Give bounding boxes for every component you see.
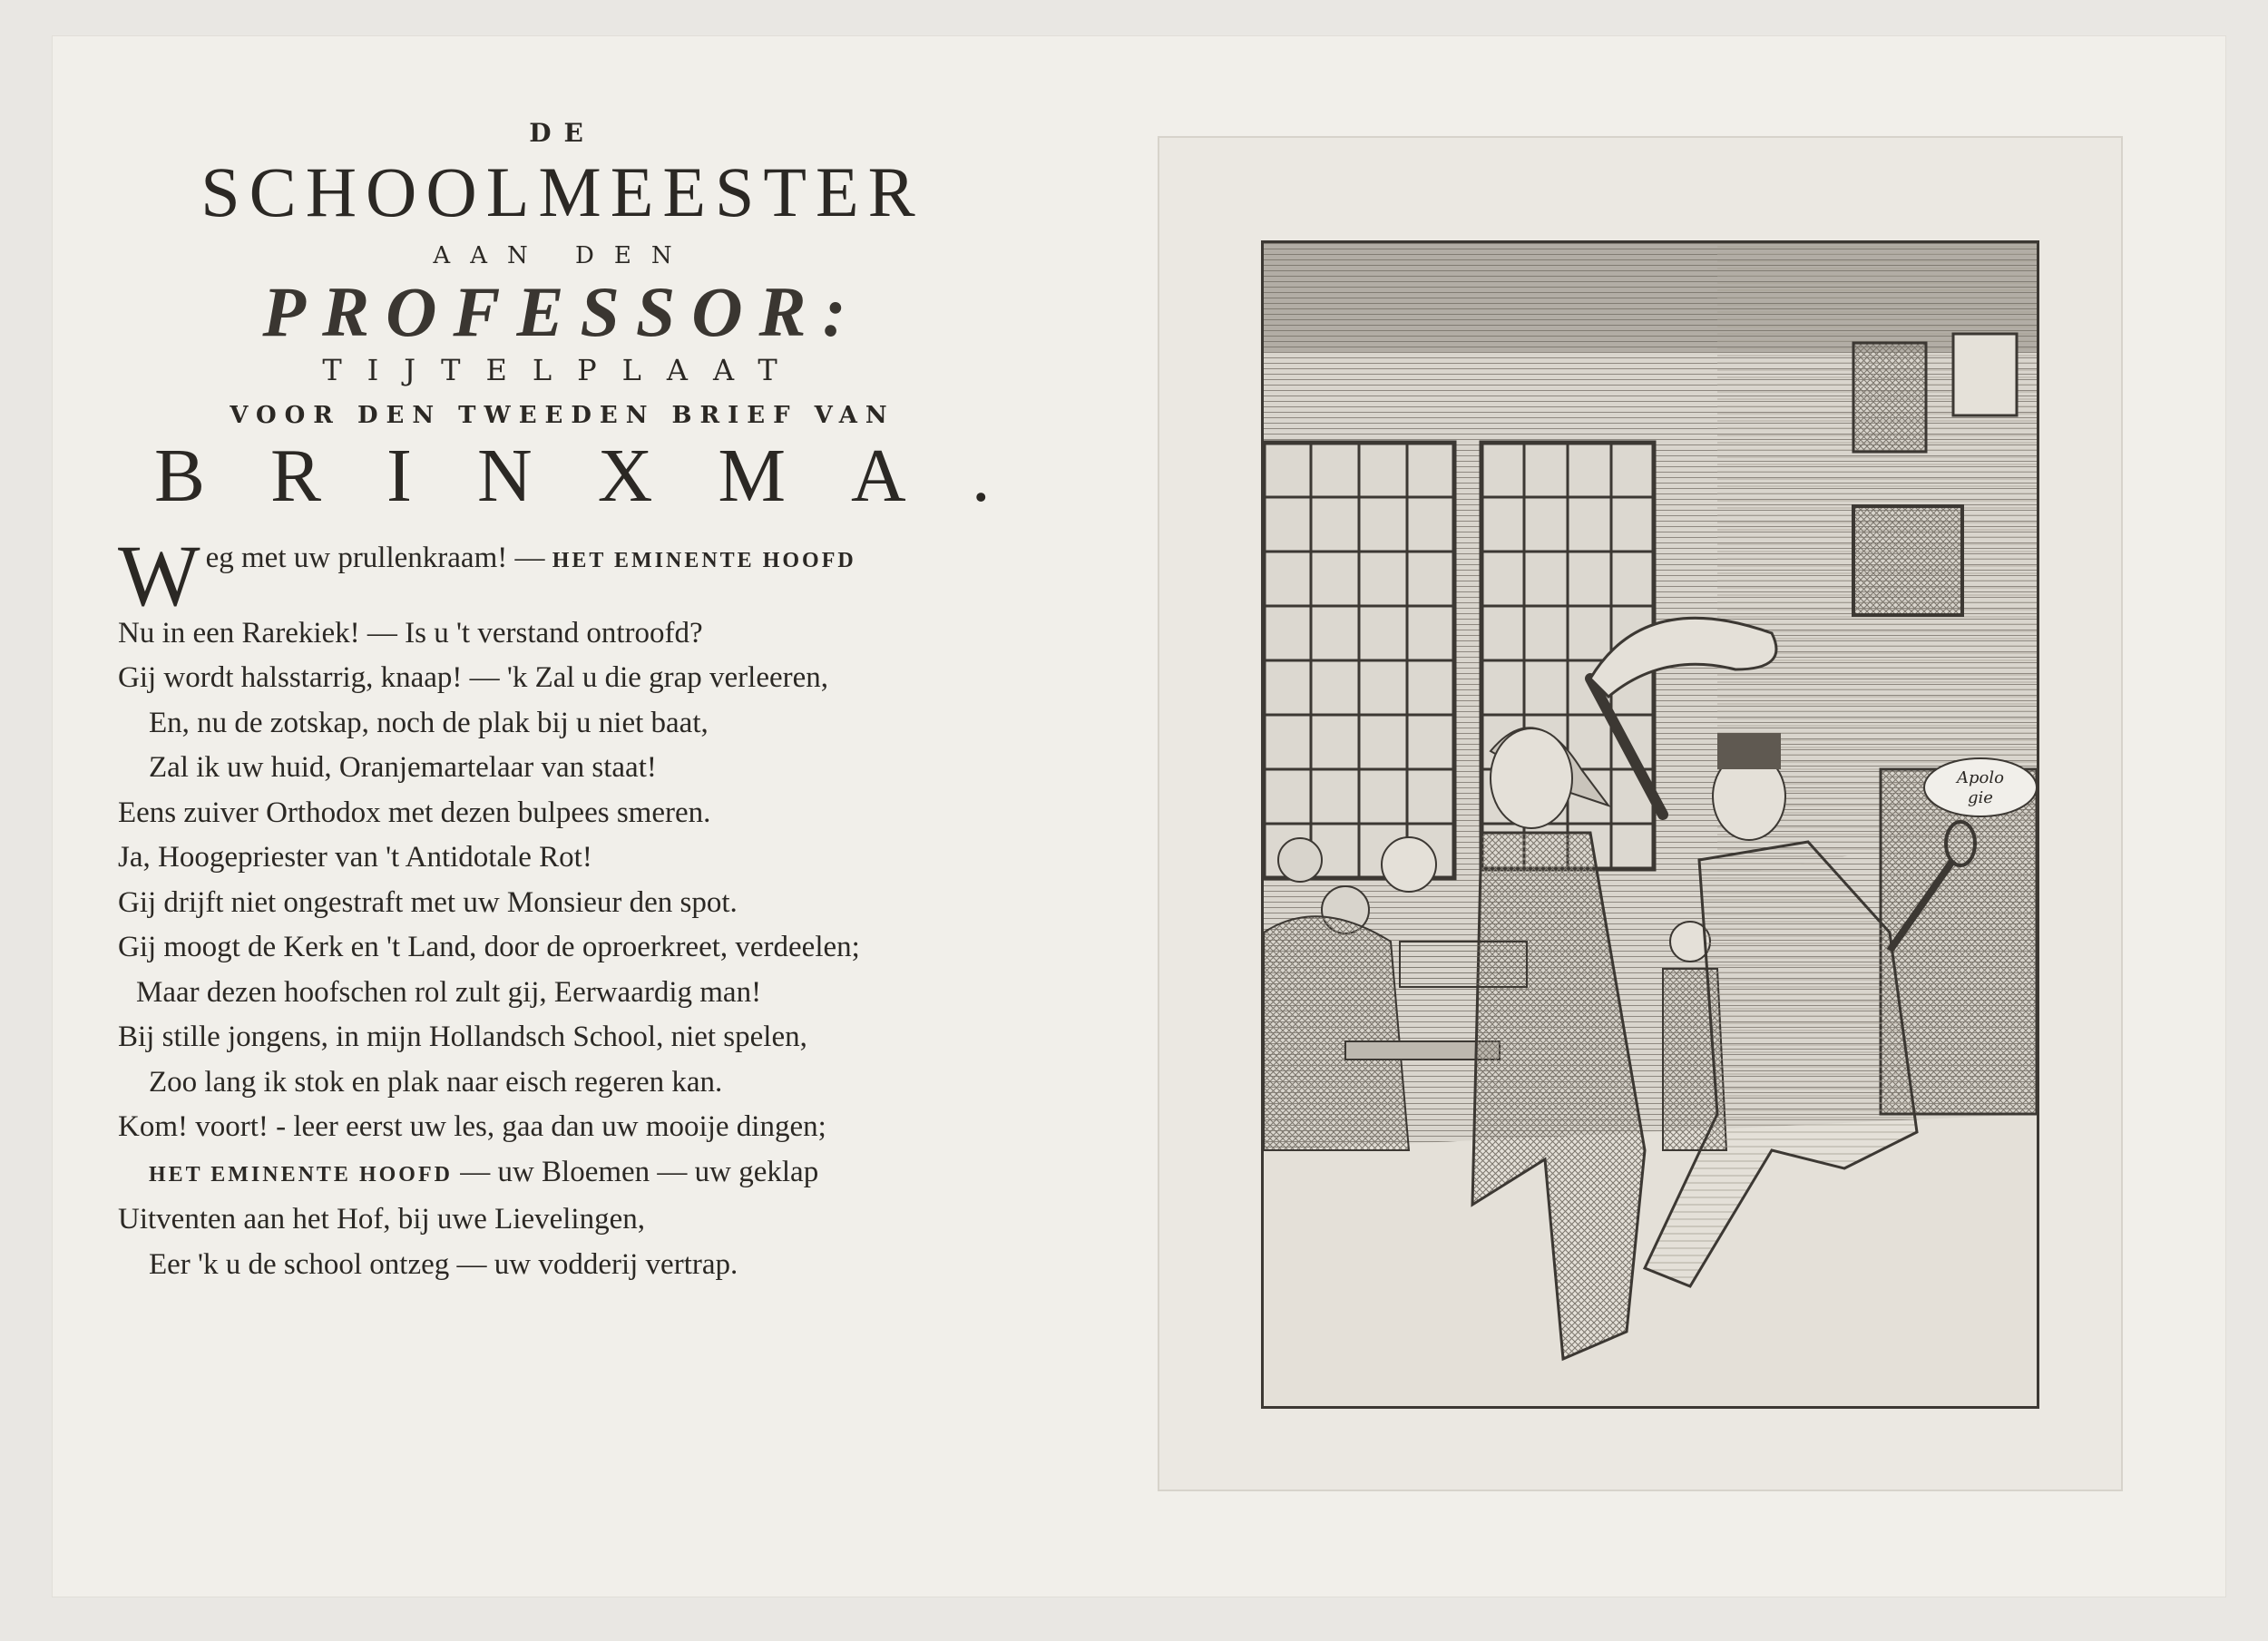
title-voor: VOOR DEN TWEEDEN BRIEF VAN	[230, 401, 895, 429]
title-de: DE	[529, 118, 596, 148]
engraving-illustration	[1261, 240, 2039, 1409]
rarekiek-box	[1400, 942, 1527, 987]
poem-line: Eer 'k u de school ontzeg — uw vodderij vertrap.	[149, 1247, 738, 1281]
wall-frame	[1853, 506, 1962, 615]
wall-frame-small	[1853, 343, 1926, 452]
title-schoolmeester: SCHOOLMEESTER	[200, 152, 924, 231]
poem-line-1	[118, 526, 1007, 624]
poem-line: Zal ik uw huid, Oranjemartelaar van staat!	[149, 751, 657, 785]
poem-line-15	[118, 1150, 1007, 1198]
poem-line: En, nu de zotskap, noch de plak bij u niet baat,	[149, 706, 709, 739]
poem-line: Zoo lang ik stok en plak naar eisch regeren kan.	[149, 1065, 723, 1099]
title-professor: PROFESSOR:	[262, 272, 863, 351]
poem-line: Gij drijft niet ongestraft met uw Monsieur den spot.	[118, 885, 738, 919]
title-aan-den: AAN DEN	[433, 242, 692, 269]
poem-line: Maar dezen hoofschen rol zult gij, Eerwaardig man!	[136, 975, 762, 1009]
poem-line: Uitventen aan het Hof, bij uwe Lievelingen,	[118, 1203, 645, 1236]
poem-line: Nu in een Rarekiek! — Is u 't verstand ontroofd?	[118, 616, 703, 650]
poem-line: Ja, Hoogepriester van 't Antidotale Rot!	[118, 841, 592, 874]
poem-line: Gij wordt halsstarrig, knaap! — 'k Zal u die grap verleeren,	[118, 661, 829, 695]
poem-line-15-text: — uw Bloemen — uw geklap	[460, 1155, 819, 1188]
engraving-scene	[1264, 243, 2037, 1406]
sign-text-2: gie	[1968, 788, 1993, 807]
poem-line: Gij moogt de Kerk en 't Land, door de oproerkreet, verdeelen;	[118, 931, 860, 964]
drop-cap: W	[118, 526, 200, 624]
poem-line: Eens zuiver Orthodox met dezen bulpees smeren.	[118, 796, 711, 829]
sign-text-1: Apolo	[1957, 768, 2004, 787]
poem-line-1-caps: HET EMINENTE HOOFD	[552, 548, 856, 572]
window-left	[1264, 443, 1454, 878]
title-block	[118, 118, 1056, 518]
poem-line: Bij stille jongens, in mijn Hollandsch School, niet spelen,	[118, 1021, 807, 1054]
schoolmaster-hat	[1717, 733, 1781, 769]
poem	[118, 526, 1007, 1287]
text-column	[118, 54, 1056, 1542]
poem-line-15-caps: HET EMINENTE HOOFD	[149, 1162, 453, 1187]
poem-line-1-text: eg met uw prullenkraam! —	[205, 541, 545, 574]
title-tijtelplaat: TIJTELPLAAT	[322, 352, 803, 387]
title-brinxma: BRINXMA.	[154, 433, 1056, 518]
apologie-sign	[1924, 758, 2037, 816]
poem-line: Kom! voort! - leer eerst uw les, gaa dan uw mooije dingen;	[118, 1110, 826, 1144]
hanging-paper	[1953, 334, 2017, 415]
